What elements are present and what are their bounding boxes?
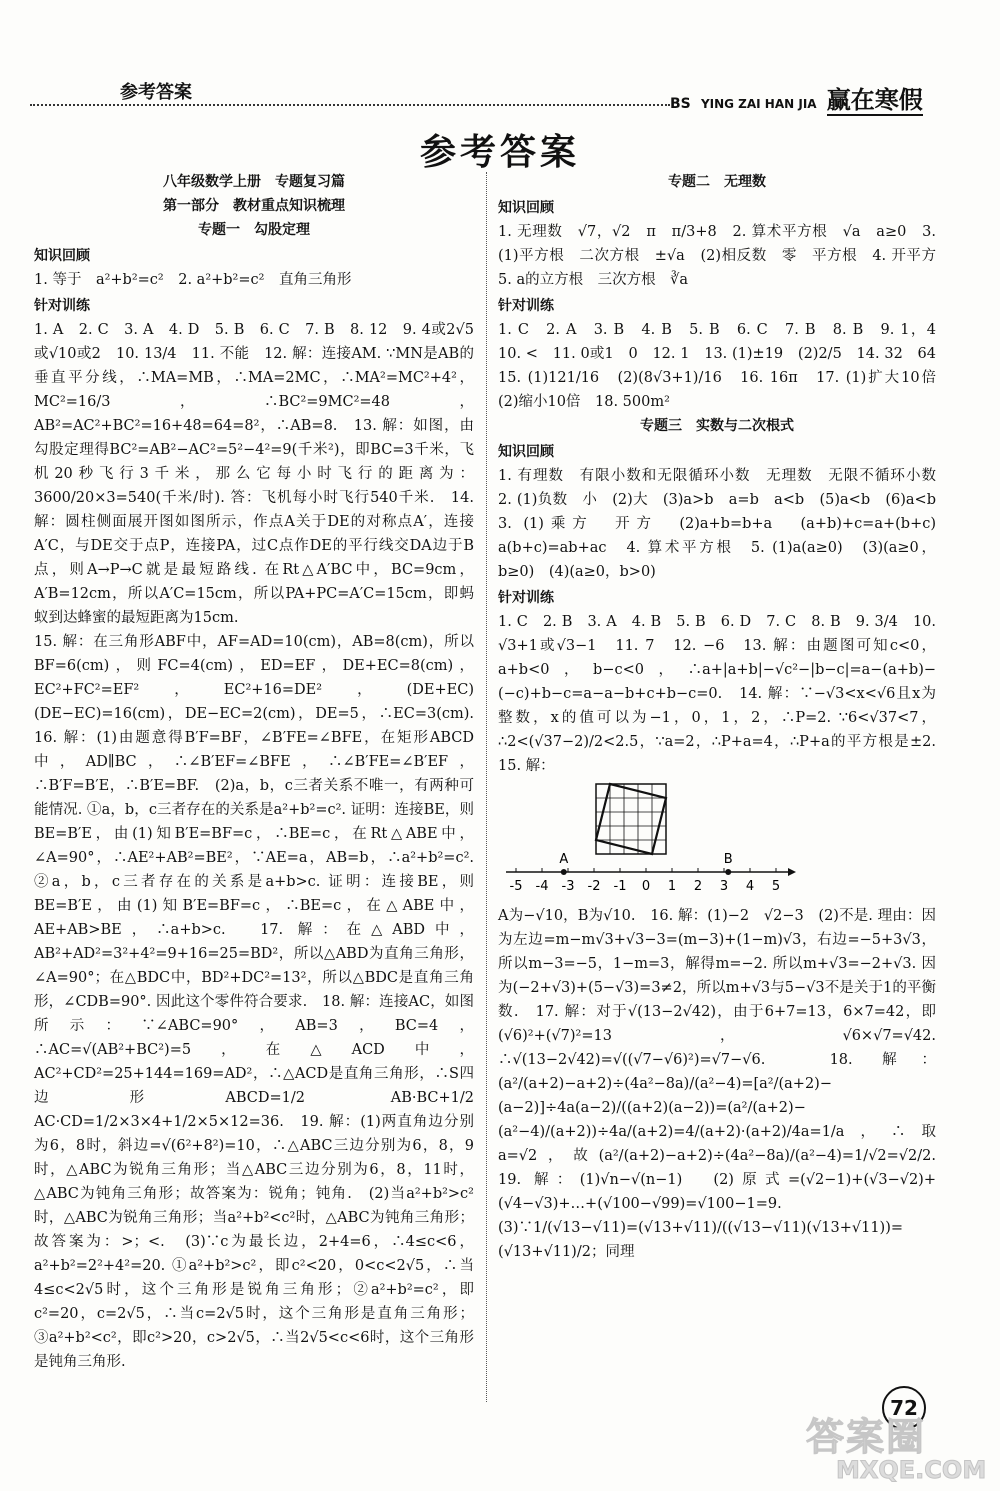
page-header xyxy=(0,0,1000,115)
numberline-label: 1 xyxy=(667,879,677,894)
grid-figure xyxy=(596,784,666,854)
answer-paragraph: 1. 有理数 有限小数和无限循环小数 无理数 无限不循环小数 2. (1)负数 小 (2)大 (3)a>b a=b a<b (5)a<b (6)a<b 3. (1)乘方 开方 (2)a+b=b+a (a+b)+c=a+(b+c) a(b+c)=ab+ac 4. 算术平方根 5. (1)a(a≥0) (3)(a≥0，b≥0) (4)(a≥0，b>0) xyxy=(498,468,951,580)
numberline-label: -3 xyxy=(561,879,575,894)
section-heading: 针对训练 xyxy=(34,298,90,314)
numberline-point-label: A xyxy=(559,852,569,867)
topic-heading: 专题一 勾股定理 xyxy=(198,222,310,238)
numberline-label: -4 xyxy=(535,879,549,894)
answer-paragraph: 1. C 2. B 3. A 4. B 5. B 6. D 7. C 8. B 9. 3/4 10. √3+1或√3−1 11. 7 12. −6 13. 解：由题图可知c<0，a+b<0，b−c<0，∴a+|a+b|−√c²−|b−c|=a−(a+b)−(−c)+b−c=a−a−b+c+b−c=0. 14. 解：∵−√3<x<√6且x为整数，x的值可以为−1，0，1，2，∴P=2. ∵6<√37<7，∴2<(√37−2)/2<2.5，∵a=2，∴P+a=4，∴P+a的平方根是±2. 15. 解： xyxy=(498,614,951,774)
header-brand xyxy=(670,80,923,115)
numberline-label: 3 xyxy=(719,879,729,894)
numberline-point xyxy=(561,869,567,875)
header-bs: BS xyxy=(670,96,691,112)
numberline-label: 5 xyxy=(771,879,781,894)
numberline-label: -1 xyxy=(613,879,627,894)
numberline-point xyxy=(725,869,731,875)
answer-paragraph: A为−√10，B为√10. 16. 解：(1)−2 √2−3 (2)不是. 理由：因为左边=m−m√3+√3−3=(m−3)+(1−m)√3，右边=−5+3√3，所以m−3=−5，1−m=3，解得m=−2. 所以m+√3=−2+√3. 因为(−2+√3)+(5−√3)=3≠2，所以m+√3与5−√3不是关于1的平衡数. 17. 解：对于√(13−2√42)，由于6+7=13，6×7=42，即(√6)²+(√7)²=13，√6×√7=√42. ∴√(13−2√42)=√((√7−√6)²)=√7−√6. 18. 解：(a²/(a+2)−a+2)÷(4a²−8a)/(a²−4)=[a²/(a+2)−(a−2)]÷4a(a−2)/((a+2)(a−2))=(a²/(a+2)−(a²−4)/(a+2))÷4a/(a+2)=4/(a+2)·(a+2)/4a=1/a，∴取a=√2，故(a²/(a+2)−a+2)÷(4a²−8a)/(a²−4)=1/√2=√2/2. 19. 解：(1)√n−√(n−1) (2)原式=(√2−1)+(√3−√2)+(√4−√3)+…+(√100−√99)=√100−1=9. (3)∵1/(√13−√11)=(√13+√11)/((√13−√11)(√13+√11))=(√13+√11)/2；同理 xyxy=(498,908,951,1260)
topic-heading: 专题二 无理数 xyxy=(668,174,766,190)
column-divider xyxy=(486,172,487,1402)
section-heading: 知识回顾 xyxy=(34,248,90,264)
header-section-label: 参考答案 xyxy=(120,82,192,103)
numberline-label: 2 xyxy=(693,879,703,894)
part-heading: 第一部分 教材重点知识梳理 xyxy=(163,198,345,214)
section-heading: 知识回顾 xyxy=(498,200,554,216)
watermark-logo xyxy=(806,1406,986,1486)
answer-paragraph: 1. C 2. A 3. B 4. B 5. B 6. C 7. B 8. B 9. 1，4 10. < 11. 0或1 0 12. 1 13. (1)±19 (2)2/5 14. 32 64 15. (1)121/16 (2)(8√3+1)/16 16. 16π 17. (1)扩大10倍 (2)缩小10倍 18. 500m² xyxy=(498,322,951,410)
numberline-label: -5 xyxy=(509,879,523,894)
numberline-label: 0 xyxy=(641,879,651,894)
book-heading: 八年级数学上册 专题复习篇 xyxy=(163,174,345,190)
numberline-label: -2 xyxy=(587,879,601,894)
right-column xyxy=(498,170,951,1264)
left-column xyxy=(34,170,489,1374)
header-dotted-rule xyxy=(30,104,670,106)
answer-paragraph: 1. 无理数 √7，√2 π π/3+8 2. 算术平方根 √a a≥0 3. (1)平方根 二次方根 ±√a (2)相反数 零 平方根 4. 开平方 5. a的立方根 三次方根 ∛a xyxy=(498,224,951,288)
page-title: 参考答案 xyxy=(419,131,580,173)
section-heading: 知识回顾 xyxy=(498,444,554,460)
page-number: 72 xyxy=(882,1386,926,1430)
answer-paragraph: 15. 解：在三角形ABF中，AF=AD=10(cm)，AB=8(cm)，所以BF=6(cm)，则FC=4(cm)，ED=EF，DE+EC=8(cm)，EC²+FC²=EF²，EC²+16=DE²，(DE+EC)(DE−EC)=16(cm)，DE−EC=2(cm)，DE=5，∴EC=3(cm). 16. 解：(1)由题意得B′F=BF，∠B′FE=∠BFE，在矩形ABCD中，AD∥BC，∴∠B′EF=∠BFE，∴∠B′FE=∠B′EF，∴B′F=B′E，∴B′E=BF. (2)a，b，c三者关系不唯一，有两种可能情况. ①a，b，c三者存在的关系是a²+b²=c². 证明：连接BE，则BE=B′E，由(1)知B′E=BF=c，∴BE=c，在Rt△ABE中，∠A=90°，∴AE²+AB²=BE²，∵AE=a，AB=b，∴a²+b²=c². ②a，b，c三者存在的关系是a+b>c. 证明：连接BE，则BE=B′E，由(1)知B′E=BF=c，∴BE=c，在△ABE中，AE+AB>BE，∴a+b>c. 17. 解：在△ABD中，AB²+AD²=3²+4²=9+16=25=BD²，所以△ABD为直角三角形，∠A=90°；在△BDC中，BD²+DC²=13²，所以△BDC是直角三角形，∠CDB=90°. 因此这个零件符合要求. 18. 解：连接AC，如图所示：∵∠ABC=90°，AB=3，BC=4，∴AC=√(AB²+BC²)=5，在△ACD中，AC²+CD²=25+144=169=AD²，∴△ACD是直角三角形，∴S四边形ABCD=1/2 AB·BC+1/2 AC·CD=1/2×3×4+1/2×5×12=36. 19. 解：(1)两直角边分别为6，8时，斜边=√(6²+8²)=10，∴△ABC三边分别为6，8，9时，△ABC为锐角三角形；当△ABC三边分别为6，8，11时，△ABC为钝角三角形；故答案为：锐角；钝角. (2)当a²+b²>c²时，△ABC为锐角三角形；当a²+b²<c²时，△ABC为钝角三角形；故答案为：>；<. (3)∵c为最长边，2+4=6，∴4≤c<6，a²+b²=2²+4²=20. ①a²+b²>c²，即c²<20，0<c<2√5，∴当4≤c<2√5时，这个三角形是锐角三角形；②a²+b²=c²，即c²=20，c=2√5，∴当c=2√5时，这个三角形是直角三角形；③a²+b²<c²，即c²>20，c>2√5，∴当2√5<c<6时，这个三角形是钝角三角形. xyxy=(34,634,489,1370)
answer-paragraph: 1. A 2. C 3. A 4. D 5. B 6. C 7. B 8. 12 9. 4或2√5 或√10或2 10. 13/4 11. 不能 12. 解：连接AM. ∵MN是AB的垂直平分线，∴MA=MB，∴MA=2MC，∴MA²=MC²+4²，MC²=16/3，∴BC²=9MC²=48，AB²=AC²+BC²=16+48=64=8²，∴AB=8. 13. 解：如图，由勾股定理得BC²=AB²−AC²=5²−4²=9(千米²)，即BC=3千米，飞机20秒飞行3千米，那么它每小时飞行的距离为：3600/20×3=540(千米/时). 答：飞机每小时飞行540千米. 14. 解：圆柱侧面展开图如图所示，作点A关于DE的对称点A′，连接A′C，与DE交于点P，连接PA，过C点作DE的平行线交DA边于B点，则A→P→C就是最短路线. 在Rt△A′BC中，BC=9cm，A′B=12cm，所以A′C=15cm，所以PA+PC=A′C=15cm，即蚂蚁到达蜂蜜的最短距离为15cm. xyxy=(34,322,474,626)
grid-and-numberline-figure xyxy=(498,782,938,900)
section-heading: 针对训练 xyxy=(498,298,554,314)
numberline-label: 4 xyxy=(745,879,755,894)
watermark-text: 答案圈 xyxy=(806,1415,927,1459)
answer-paragraph: 1. 等于 a²+b²=c² 2. a²+b²=c² 直角三角形 xyxy=(34,272,352,288)
topic-heading: 专题三 实数与二次根式 xyxy=(640,418,794,434)
header-brand-title: 赢在寒假 xyxy=(826,85,923,114)
watermark-url: MXQE.COM xyxy=(836,1456,987,1484)
header-pinyin: YING ZAI HAN JIA xyxy=(700,97,817,111)
number-line xyxy=(506,852,796,894)
section-heading: 针对训练 xyxy=(498,590,554,606)
numberline-point-label: B xyxy=(723,852,733,867)
